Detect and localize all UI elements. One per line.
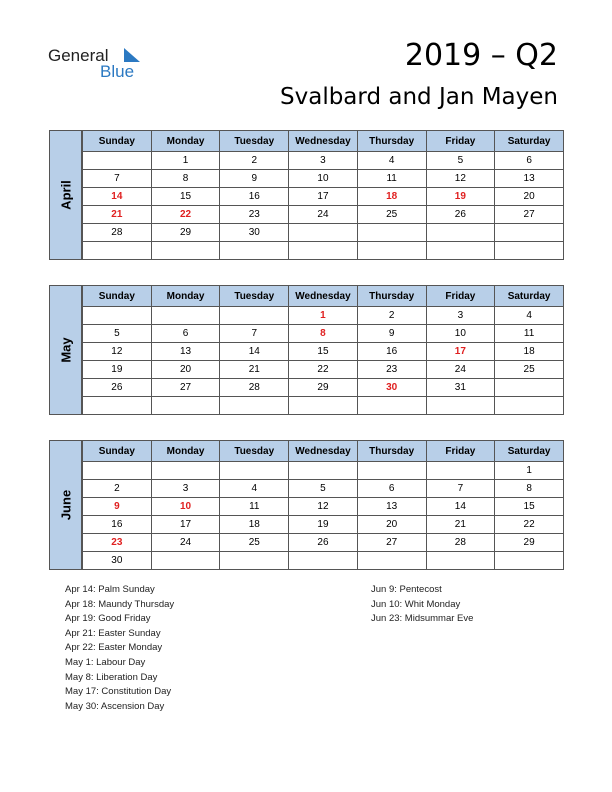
day-cell: 23 [83, 534, 152, 552]
day-cell [151, 552, 220, 570]
day-cell: 16 [357, 343, 426, 361]
day-cell: 28 [83, 224, 152, 242]
day-cell: 23 [357, 361, 426, 379]
day-cell: 16 [220, 188, 289, 206]
day-cell: 8 [289, 325, 358, 343]
weekday-header: Friday [426, 441, 495, 462]
day-cell: 28 [426, 534, 495, 552]
day-cell: 20 [151, 361, 220, 379]
month-label [49, 285, 82, 415]
day-cell: 15 [495, 498, 564, 516]
day-cell [357, 462, 426, 480]
day-cell [289, 462, 358, 480]
day-cell: 9 [220, 170, 289, 188]
day-cell: 29 [495, 534, 564, 552]
week-row [83, 242, 564, 260]
day-cell: 25 [357, 206, 426, 224]
day-cell: 13 [495, 170, 564, 188]
holiday-item: Apr 14: Palm Sunday [65, 584, 155, 595]
day-cell: 27 [357, 534, 426, 552]
day-cell [289, 397, 358, 415]
weekday-header: Saturday [495, 131, 564, 152]
holiday-item: May 8: Liberation Day [65, 671, 158, 683]
day-cell [151, 397, 220, 415]
weekday-header: Tuesday [220, 286, 289, 307]
day-cell: 19 [426, 188, 495, 206]
day-cell [220, 552, 289, 570]
day-cell [289, 242, 358, 260]
day-cell: 21 [83, 206, 152, 224]
day-cell: 18 [220, 516, 289, 534]
day-cell: 23 [220, 206, 289, 224]
day-cell: 7 [83, 170, 152, 188]
day-cell: 24 [289, 206, 358, 224]
day-cell: 6 [357, 480, 426, 498]
day-cell: 7 [426, 480, 495, 498]
holiday-item: May 1: Labour Day [65, 656, 146, 668]
day-cell: 19 [289, 516, 358, 534]
day-cell: 7 [220, 325, 289, 343]
weekday-header: Friday [426, 131, 495, 152]
day-cell: 22 [289, 361, 358, 379]
day-cell [495, 224, 564, 242]
weekday-header: Thursday [357, 286, 426, 307]
holiday-item: Apr 21: Easter Sunday [65, 627, 161, 639]
day-cell: 6 [151, 325, 220, 343]
day-cell: 14 [83, 188, 152, 206]
week-row [83, 224, 564, 242]
day-cell [220, 242, 289, 260]
day-cell: 10 [289, 170, 358, 188]
month-label [49, 440, 82, 570]
day-cell: 27 [495, 206, 564, 224]
day-cell: 30 [83, 552, 152, 570]
day-cell: 16 [83, 516, 152, 534]
day-cell: 12 [83, 343, 152, 361]
day-cell [357, 397, 426, 415]
day-cell: 20 [495, 188, 564, 206]
day-cell: 20 [357, 516, 426, 534]
holiday-item: May 30: Ascension Day [65, 700, 165, 712]
day-cell: 4 [220, 480, 289, 498]
day-cell [357, 552, 426, 570]
holiday-item: Apr 22: Easter Monday [65, 642, 163, 654]
day-cell [220, 307, 289, 325]
weekday-header: Tuesday [220, 131, 289, 152]
week-row [83, 498, 564, 516]
day-cell: 3 [426, 307, 495, 325]
weekday-header: Monday [151, 286, 220, 307]
day-cell: 8 [151, 170, 220, 188]
month-name: April [58, 180, 73, 210]
logo-general-text: General [48, 46, 109, 65]
day-cell: 13 [357, 498, 426, 516]
day-cell: 17 [426, 343, 495, 361]
day-cell: 22 [495, 516, 564, 534]
day-cell: 15 [289, 343, 358, 361]
week-row [83, 152, 564, 170]
weekday-header: Thursday [357, 131, 426, 152]
day-cell: 5 [289, 480, 358, 498]
day-cell: 1 [495, 462, 564, 480]
weekday-header: Saturday [495, 441, 564, 462]
holiday-item: Apr 18: Maundy Thursday [65, 598, 175, 610]
month-label [49, 130, 82, 260]
day-cell [357, 242, 426, 260]
day-cell [151, 307, 220, 325]
day-cell [289, 552, 358, 570]
holiday-item: Jun 10: Whit Monday [371, 598, 461, 610]
day-cell [151, 242, 220, 260]
page-title: 2019 – Q2 [404, 38, 558, 73]
day-cell [83, 397, 152, 415]
day-cell: 22 [151, 206, 220, 224]
weekday-header: Sunday [83, 286, 152, 307]
weekday-header: Wednesday [289, 441, 358, 462]
day-cell: 21 [220, 361, 289, 379]
day-cell [426, 397, 495, 415]
weekday-header: Wednesday [289, 131, 358, 152]
day-cell [83, 307, 152, 325]
day-cell: 12 [426, 170, 495, 188]
day-cell: 24 [151, 534, 220, 552]
day-cell [83, 152, 152, 170]
week-row [83, 480, 564, 498]
day-cell: 13 [151, 343, 220, 361]
day-cell: 27 [151, 379, 220, 397]
month-name: June [58, 489, 73, 521]
week-row [83, 462, 564, 480]
week-row [83, 361, 564, 379]
day-cell: 18 [495, 343, 564, 361]
holiday-item: May 17: Constitution Day [65, 686, 172, 698]
day-cell: 11 [495, 325, 564, 343]
day-cell: 1 [289, 307, 358, 325]
month-name: May [58, 337, 73, 363]
day-cell: 2 [357, 307, 426, 325]
holiday-item: Jun 23: Midsummar Eve [371, 613, 474, 625]
logo-blue-text: Blue [100, 62, 135, 81]
day-cell: 2 [220, 152, 289, 170]
week-row [83, 516, 564, 534]
day-cell [83, 242, 152, 260]
day-cell: 29 [289, 379, 358, 397]
week-row [83, 397, 564, 415]
month-table [82, 285, 564, 415]
day-cell [495, 552, 564, 570]
day-cell: 10 [151, 498, 220, 516]
day-cell: 11 [220, 498, 289, 516]
brand-logo [48, 44, 148, 84]
day-cell: 5 [426, 152, 495, 170]
day-cell: 14 [220, 343, 289, 361]
day-cell: 21 [426, 516, 495, 534]
day-cell [426, 224, 495, 242]
day-cell: 3 [151, 480, 220, 498]
day-cell [426, 462, 495, 480]
day-cell: 9 [357, 325, 426, 343]
day-cell: 15 [151, 188, 220, 206]
day-cell: 6 [495, 152, 564, 170]
day-cell [289, 224, 358, 242]
day-cell: 25 [220, 534, 289, 552]
page-subtitle: Svalbard and Jan Mayen [280, 84, 558, 110]
week-row [83, 379, 564, 397]
day-cell [495, 397, 564, 415]
week-row [83, 325, 564, 343]
day-cell: 24 [426, 361, 495, 379]
day-cell [357, 224, 426, 242]
day-cell: 26 [426, 206, 495, 224]
week-row [83, 343, 564, 361]
day-cell [426, 552, 495, 570]
day-cell: 10 [426, 325, 495, 343]
holiday-list-left [65, 583, 174, 714]
weekday-header: Sunday [83, 131, 152, 152]
day-cell: 9 [83, 498, 152, 516]
day-cell: 5 [83, 325, 152, 343]
weekday-header: Sunday [83, 441, 152, 462]
week-row [83, 188, 564, 206]
week-row [83, 307, 564, 325]
day-cell: 31 [426, 379, 495, 397]
day-cell: 17 [289, 188, 358, 206]
weekday-header: Wednesday [289, 286, 358, 307]
day-cell: 26 [83, 379, 152, 397]
day-cell [151, 462, 220, 480]
weekday-header: Monday [151, 131, 220, 152]
day-cell: 8 [495, 480, 564, 498]
weekday-header: Friday [426, 286, 495, 307]
day-cell: 30 [357, 379, 426, 397]
day-cell: 18 [357, 188, 426, 206]
day-cell: 2 [83, 480, 152, 498]
weekday-header: Monday [151, 441, 220, 462]
day-cell: 4 [495, 307, 564, 325]
week-row [83, 206, 564, 224]
day-cell: 29 [151, 224, 220, 242]
day-cell: 28 [220, 379, 289, 397]
day-cell: 14 [426, 498, 495, 516]
day-cell: 25 [495, 361, 564, 379]
day-cell: 17 [151, 516, 220, 534]
holiday-item: Apr 19: Good Friday [65, 613, 151, 625]
day-cell: 1 [151, 152, 220, 170]
day-cell: 4 [357, 152, 426, 170]
day-cell [426, 242, 495, 260]
day-cell: 19 [83, 361, 152, 379]
day-cell: 11 [357, 170, 426, 188]
day-cell: 3 [289, 152, 358, 170]
month-table [82, 130, 564, 260]
weekday-header: Tuesday [220, 441, 289, 462]
holiday-list-right [371, 583, 473, 627]
logo-flag-icon [124, 48, 140, 62]
day-cell: 12 [289, 498, 358, 516]
day-cell [83, 462, 152, 480]
weekday-header: Saturday [495, 286, 564, 307]
week-row [83, 534, 564, 552]
day-cell: 26 [289, 534, 358, 552]
holiday-item: Jun 9: Pentecost [371, 584, 442, 595]
month-table [82, 440, 564, 570]
day-cell: 30 [220, 224, 289, 242]
weekday-header: Thursday [357, 441, 426, 462]
day-cell [220, 462, 289, 480]
week-row [83, 552, 564, 570]
day-cell [220, 397, 289, 415]
week-row [83, 170, 564, 188]
day-cell [495, 379, 564, 397]
day-cell [495, 242, 564, 260]
